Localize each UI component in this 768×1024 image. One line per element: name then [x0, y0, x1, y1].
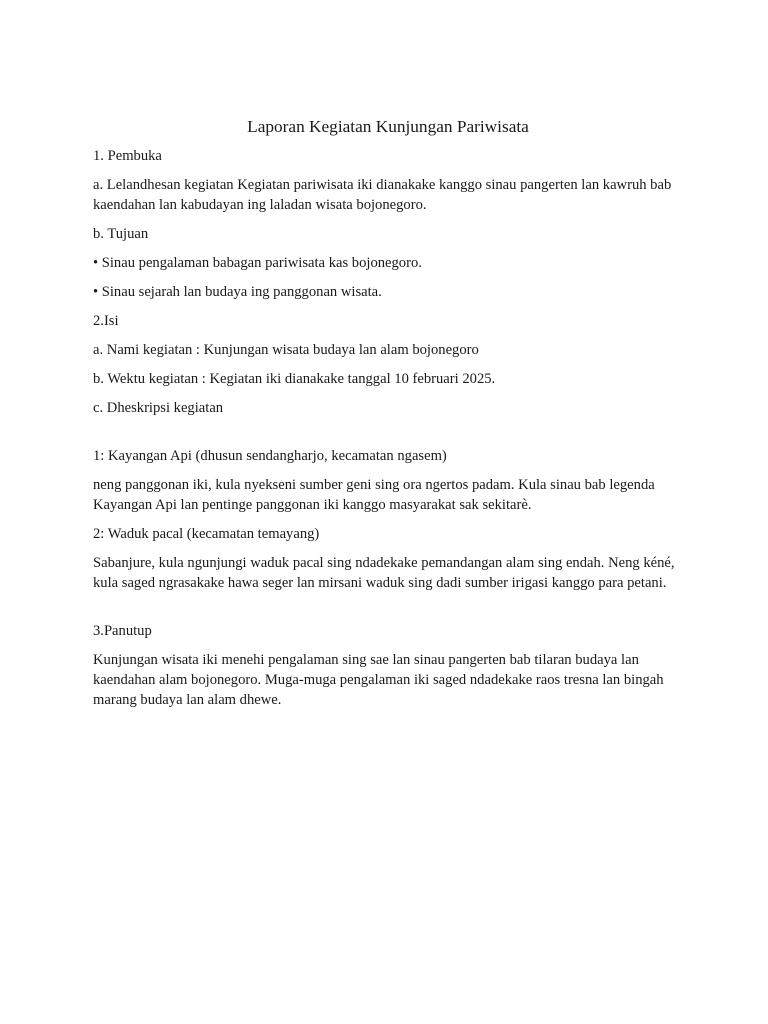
document-body: [93, 116, 683, 719]
section-2-heading: 2.Isi: [93, 313, 119, 329]
activity-description-heading: c. Dheskripsi kegiatan: [93, 400, 224, 416]
activity-name: a. Nami kegiatan : Kunjungan wisata budaya lan alam bojonegoro: [93, 342, 479, 358]
purpose-bullet-1: • Sinau pengalaman babagan pariwisata kas bojonegoro.: [93, 255, 422, 271]
place-2-text: Sabanjure, kula ngunjungi waduk pacal sing ndadekake pemandangan alam sing endah. Neng kéné, kula saged ngrasakake hawa seger lan mirsani waduk sing dadi sumber irigasi kanggo para petani.: [93, 555, 675, 591]
section-1-heading: 1. Pembuka: [93, 148, 162, 164]
place-1-heading: 1: Kayangan Api (dhusun sendangharjo, kecamatan ngasem): [93, 448, 447, 464]
document-title: Laporan Kegiatan Kunjungan Pariwisata: [247, 117, 529, 136]
place-1-text: neng panggonan iki, kula nyekseni sumber geni sing ora ngertos padam. Kula sinau bab legenda Kayangan Api lan pentinge panggonan iki kanggo masyarakat sak sekitarè.: [93, 477, 655, 513]
section-1-purpose-heading: b. Tujuan: [93, 226, 149, 242]
activity-time: b. Wektu kegiatan : Kegiatan iki dianakake tanggal 10 februari 2025.: [93, 371, 496, 387]
closing-text: Kunjungan wisata iki menehi pengalaman sing sae lan sinau pangerten bab tilaran budaya lan kaendahan alam bojonegoro. Muga-muga pengalaman iki saged ndadekake raos tresna lan bingah marang budaya lan alam dhewe.: [93, 652, 664, 708]
purpose-bullet-2: • Sinau sejarah lan budaya ing panggonan wisata.: [93, 284, 382, 300]
section-3-heading: 3.Panutup: [93, 623, 152, 639]
section-1-background: a. Lelandhesan kegiatan Kegiatan pariwisata iki dianakake kanggo sinau pangerten lan kawruh bab kaendahan lan kabudayan ing laladan wisata bojonegoro.: [93, 177, 672, 213]
place-2-heading: 2: Waduk pacal (kecamatan temayang): [93, 526, 320, 542]
